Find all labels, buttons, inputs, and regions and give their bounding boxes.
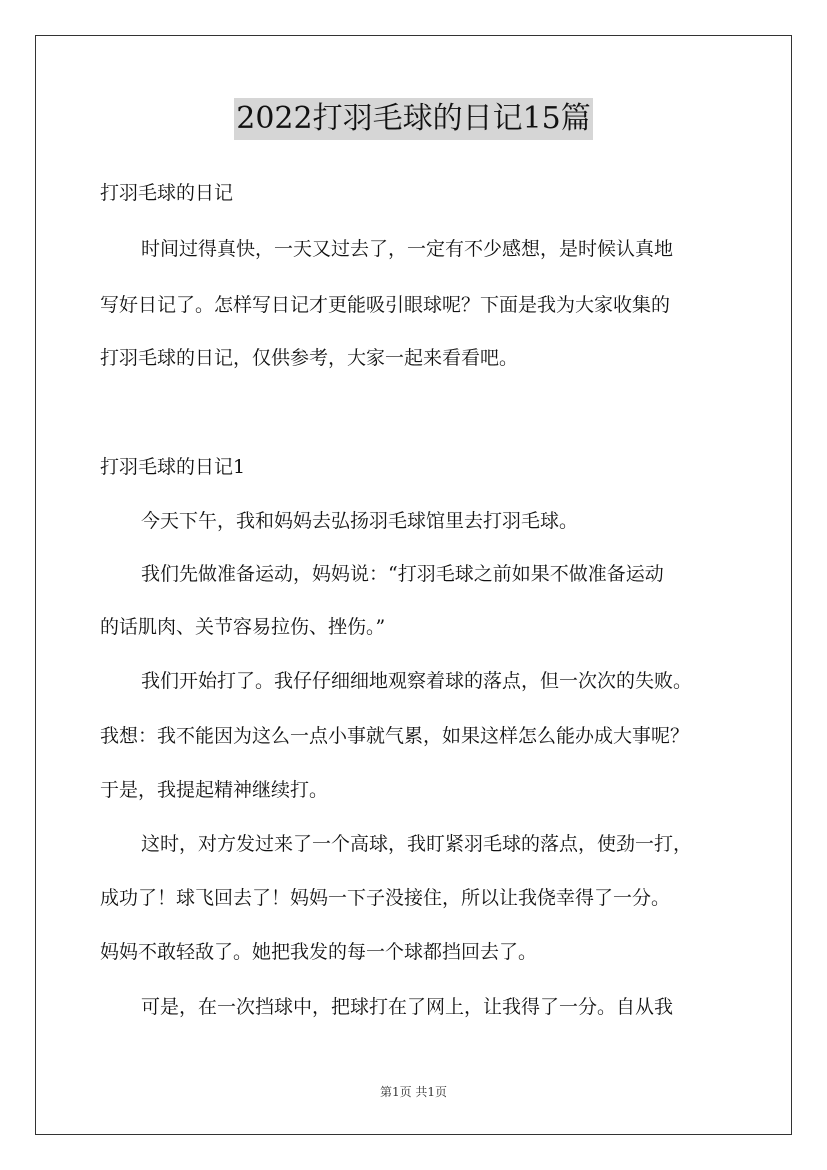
document-title: 2022打羽毛球的日记15篇 xyxy=(234,98,593,140)
paragraph-line: 今天下午，我和妈妈去弘扬羽毛球馆里去打羽毛球。 xyxy=(141,510,579,532)
paragraph-line: 成功了！球飞回去了！妈妈一下子没接住，所以让我侥幸得了一分。 xyxy=(100,887,671,909)
paragraph-line: 写好日记了。怎样写日记才更能吸引眼球呢？下面是我为大家收集的 xyxy=(100,294,671,316)
paragraph-line: 时间过得真快，一天又过去了，一定有不少感想，是时候认真地 xyxy=(141,238,674,260)
page-number-footer: 第1页 共1页 xyxy=(379,1085,448,1099)
paragraph-line: 可是，在一次挡球中，把球打在了网上，让我得了一分。自从我 xyxy=(141,996,674,1018)
paragraph-line: 打羽毛球的日记，仅供参考，大家一起来看看吧。 xyxy=(100,347,519,369)
paragraph-line: 我想：我不能因为这么一点小事就气累，如果这样怎么能办成大事呢？ xyxy=(100,725,690,747)
paragraph-line: 我们先做准备运动，妈妈说：“打羽毛球之前如果不做准备运动 xyxy=(141,563,664,585)
paragraph-line: 我们开始打了。我仔仔细细地观察着球的落点，但一次次的失败。 xyxy=(141,670,693,692)
paragraph-line: 的话肌肉、关节容易拉伤、挫伤。” xyxy=(100,616,386,638)
title-container xyxy=(0,98,827,140)
section-heading: 打羽毛球的日记1 xyxy=(100,456,246,478)
paragraph-line: 妈妈不敢轻敌了。她把我发的每一个球都挡回去了。 xyxy=(100,941,538,963)
paragraph-line: 于是，我提起精神继续打。 xyxy=(100,779,329,801)
paragraph-line: 这时，对方发过来了一个高球，我盯紧羽毛球的落点，使劲一打， xyxy=(141,833,693,855)
intro-heading: 打羽毛球的日记 xyxy=(100,182,234,204)
